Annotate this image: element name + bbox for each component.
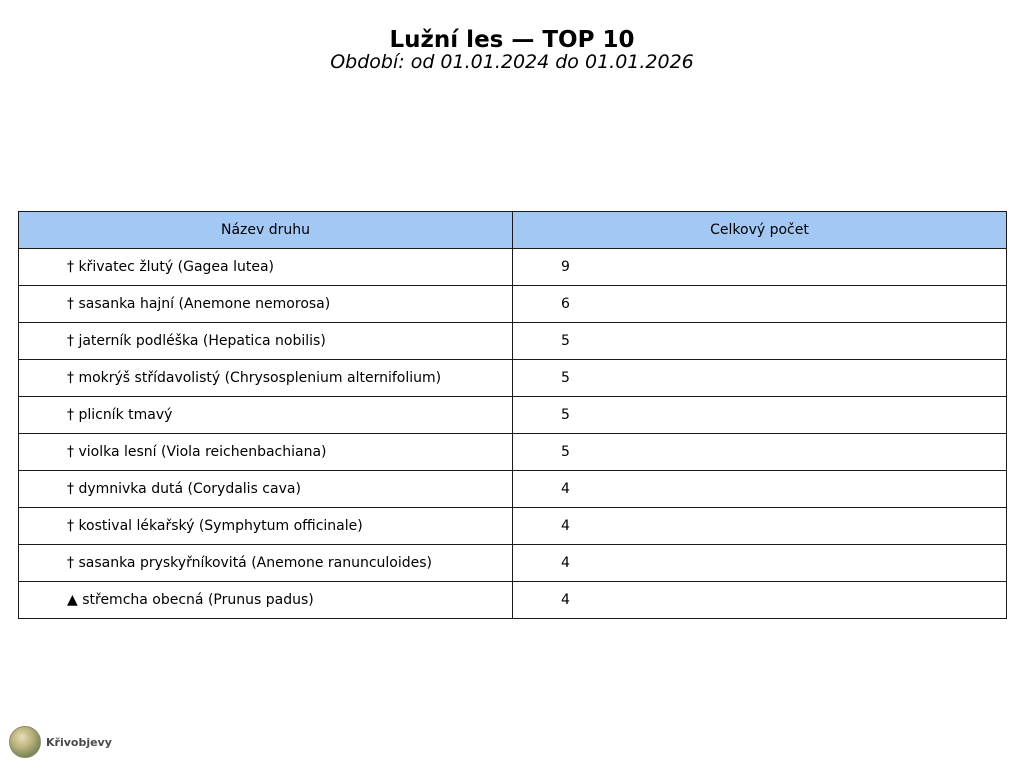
count-cell: 5 <box>513 360 1007 397</box>
table-row <box>19 545 1007 582</box>
header-species: Název druhu <box>19 212 513 249</box>
species-cell: † plicník tmavý <box>19 397 513 434</box>
table-row <box>19 323 1007 360</box>
species-cell: † jaterník podléška (Hepatica nobilis) <box>19 323 513 360</box>
count-cell: 5 <box>513 397 1007 434</box>
species-cell: † violka lesní (Viola reichenbachiana) <box>19 434 513 471</box>
species-cell: † sasanka pryskyřníkovitá (Anemone ranunculoides) <box>19 545 513 582</box>
table-row <box>19 582 1007 619</box>
count-cell: 5 <box>513 434 1007 471</box>
header-count: Celkový počet <box>513 212 1007 249</box>
count-cell: 4 <box>513 582 1007 619</box>
table-row <box>19 360 1007 397</box>
brand-logo <box>9 726 112 758</box>
logo-circle-icon <box>9 726 41 758</box>
page-title: Lužní les — TOP 10 <box>389 27 635 53</box>
species-cell: ▲ střemcha obecná (Prunus padus) <box>19 582 513 619</box>
count-cell: 4 <box>513 508 1007 545</box>
table-row <box>19 397 1007 434</box>
count-cell: 6 <box>513 286 1007 323</box>
brand-name: Křivobjevy <box>46 735 112 749</box>
table-row <box>19 471 1007 508</box>
count-cell: 5 <box>513 323 1007 360</box>
count-cell: 4 <box>513 471 1007 508</box>
table-header-row <box>19 212 1007 249</box>
top10-table <box>18 211 1007 619</box>
page-subtitle: Období: od 01.01.2024 do 01.01.2026 <box>330 51 694 73</box>
table-row <box>19 508 1007 545</box>
species-cell: † křivatec žlutý (Gagea lutea) <box>19 249 513 286</box>
species-cell: † dymnivka dutá (Corydalis cava) <box>19 471 513 508</box>
species-cell: † mokrýš střídavolistý (Chrysosplenium alternifolium) <box>19 360 513 397</box>
table-row <box>19 249 1007 286</box>
species-cell: † sasanka hajní (Anemone nemorosa) <box>19 286 513 323</box>
table-row <box>19 286 1007 323</box>
table-row <box>19 434 1007 471</box>
count-cell: 4 <box>513 545 1007 582</box>
count-cell: 9 <box>513 249 1007 286</box>
species-cell: † kostival lékařský (Symphytum officinale) <box>19 508 513 545</box>
